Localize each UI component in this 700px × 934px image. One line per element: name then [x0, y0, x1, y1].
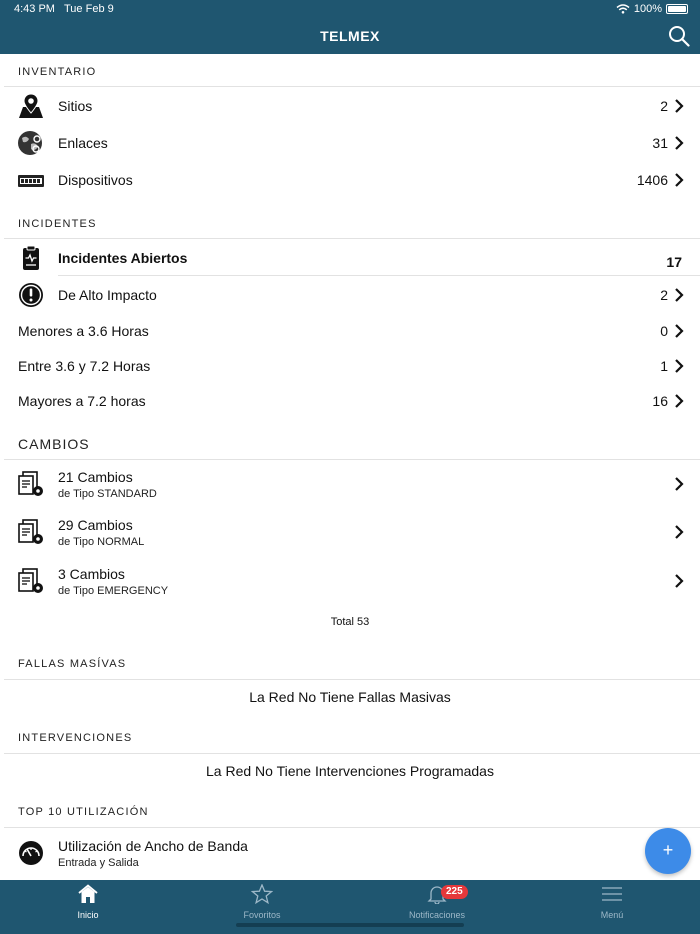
chevron-right-icon [674, 476, 684, 492]
hamburger-icon [601, 884, 623, 904]
page-title: TELMEX [320, 28, 380, 44]
menores-label: Menores a 3.6 Horas [18, 323, 149, 339]
fallas-message: La Red No Tiene Fallas Masivas [249, 689, 451, 705]
list-item-sitios[interactable] [0, 88, 700, 124]
section-header-inventario: INVENTARIO [18, 66, 97, 78]
tab-menu[interactable] [552, 884, 672, 924]
mayores-label: Mayores a 7.2 horas [18, 393, 146, 409]
chevron-right-icon [674, 172, 684, 188]
section-header-intervenciones: INTERVENCIONES [18, 732, 133, 744]
cambio-emergency-subtitle: de Tipo EMERGENCY [58, 585, 169, 597]
cambios-total: Total 53 [330, 616, 370, 628]
divider [4, 679, 700, 680]
enlaces-label: Enlaces [58, 135, 108, 151]
tab-notificaciones-label: Notificaciones [408, 910, 466, 920]
chevron-right-icon [674, 573, 684, 589]
list-item-incidentes-abiertos[interactable] [0, 240, 700, 276]
list-item-menores[interactable] [0, 313, 700, 349]
chevron-right-icon [674, 358, 684, 374]
battery-icon [666, 4, 688, 14]
list-item-enlaces[interactable] [0, 125, 700, 161]
divider [4, 827, 700, 828]
home-indicator [236, 923, 464, 927]
tab-notificaciones[interactable] [377, 884, 497, 924]
divider [4, 753, 700, 754]
chevron-right-icon [674, 98, 684, 114]
list-item-mayores[interactable] [0, 383, 700, 419]
home-icon [77, 884, 99, 904]
list-item-cambio-emergency[interactable] [0, 558, 700, 604]
status-right [616, 3, 688, 15]
chevron-right-icon [674, 135, 684, 151]
status-time: 4:43 PM [14, 3, 55, 15]
map-pin-icon [17, 93, 45, 119]
clipboard-pulse-icon [17, 245, 45, 271]
intervenciones-message: La Red No Tiene Intervenciones Programadas [206, 763, 494, 779]
sitios-label: Sitios [58, 98, 93, 114]
entre-value: 1 [660, 358, 668, 374]
mayores-value: 16 [652, 393, 668, 409]
tab-menu-label: Menú [600, 910, 624, 920]
documents-gear-icon [16, 470, 46, 498]
notification-badge: 225 [441, 885, 468, 899]
dispositivos-value: 1406 [636, 172, 668, 188]
cambio-standard-title: 21 Cambios [58, 469, 133, 485]
alert-circle-icon [17, 282, 45, 308]
alto-impacto-value: 2 [660, 287, 668, 303]
main-content[interactable] [0, 54, 700, 880]
enlaces-value: 31 [652, 135, 668, 151]
incidentes-abiertos-value: 17 [666, 254, 682, 270]
chevron-right-icon [674, 393, 684, 409]
ancho-banda-title: Utilización de Ancho de Banda [58, 838, 248, 854]
list-item-entre[interactable] [0, 348, 700, 384]
wifi-icon [616, 4, 630, 14]
documents-gear-icon [16, 567, 46, 595]
tab-inicio[interactable] [28, 884, 148, 924]
section-header-top10: TOP 10 UTILIZACIÓN [18, 806, 149, 818]
cambio-standard-subtitle: de Tipo STANDARD [58, 488, 157, 500]
chevron-right-icon [674, 323, 684, 339]
list-item-alto-impacto[interactable] [0, 277, 700, 313]
list-item-dispositivos[interactable] [0, 162, 700, 198]
divider [4, 238, 700, 239]
status-date: Tue Feb 9 [64, 3, 114, 15]
sitios-value: 2 [660, 98, 668, 114]
incidentes-abiertos-label: Incidentes Abiertos [58, 250, 188, 266]
divider [4, 459, 700, 460]
globe-link-icon [17, 130, 45, 156]
ancho-banda-subtitle: Entrada y Salida [58, 857, 139, 869]
dispositivos-label: Dispositivos [58, 172, 133, 188]
tab-favoritos-label: Fovoritos [243, 910, 281, 920]
menores-value: 0 [660, 323, 668, 339]
list-item-cambio-standard[interactable] [0, 461, 700, 507]
divider [4, 86, 700, 87]
chevron-right-icon [674, 524, 684, 540]
switch-device-icon [17, 167, 45, 193]
search-icon[interactable] [668, 25, 690, 47]
gauge-icon [16, 839, 46, 867]
documents-gear-icon [16, 518, 46, 546]
section-header-cambios: CAMBIOS [18, 436, 90, 452]
list-item-cambio-normal[interactable] [0, 509, 700, 555]
tab-favoritos[interactable] [202, 884, 322, 924]
alto-impacto-label: De Alto Impacto [58, 287, 157, 303]
section-header-incidentes: INCIDENTES [18, 218, 97, 230]
status-bar [0, 0, 700, 18]
section-header-fallas: FALLAS MASÍVAS [18, 658, 127, 670]
star-icon [251, 884, 273, 904]
list-item-ancho-banda[interactable] [0, 830, 700, 876]
add-button[interactable]: + [645, 828, 691, 874]
cambio-normal-subtitle: de Tipo NORMAL [58, 536, 145, 548]
tab-inicio-label: Inicio [77, 910, 99, 920]
battery-percent: 100% [633, 3, 662, 15]
nav-bar [0, 18, 700, 54]
chevron-right-icon [674, 287, 684, 303]
cambio-emergency-title: 3 Cambios [58, 566, 125, 582]
divider [58, 275, 700, 276]
cambio-normal-title: 29 Cambios [58, 517, 133, 533]
entre-label: Entre 3.6 y 7.2 Horas [18, 358, 151, 374]
